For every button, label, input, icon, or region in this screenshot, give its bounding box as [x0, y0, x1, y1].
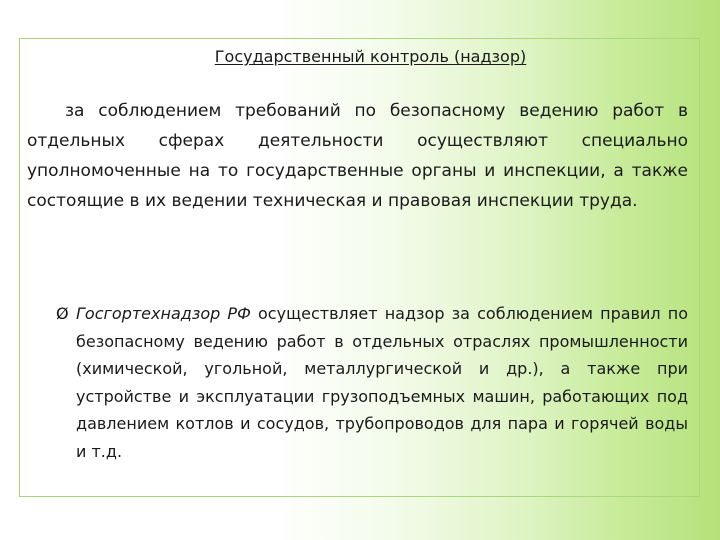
arrow-bullet-icon: Ø	[56, 304, 69, 323]
bullet-body: осуществляет надзор за соблюдением правил по безопасному ведению работ в отдельных отраслях промышленности (химической, угольной, металлургической и др.), а также при устройстве и эксплуатации грузоподъемных машин, работающих под давлением котлов и сосудов, трубопроводов для пара и горячей воды и т.д.	[76, 304, 688, 461]
intro-paragraph: за соблюдением требований по безопасному ведению работ в отдельных сферах деятельности осуществляют специально уполномоченные на то государственные органы и инспекции, а также состоящие в их ведении техническая и правовая инспекции труда.	[27, 101, 688, 211]
bullet-text	[76, 300, 688, 465]
bullet-item	[56, 300, 688, 465]
bullet-lead: Госгортехнадзор РФ	[76, 304, 251, 323]
slide-title: Государственный контроль (надзор)	[214, 47, 527, 66]
